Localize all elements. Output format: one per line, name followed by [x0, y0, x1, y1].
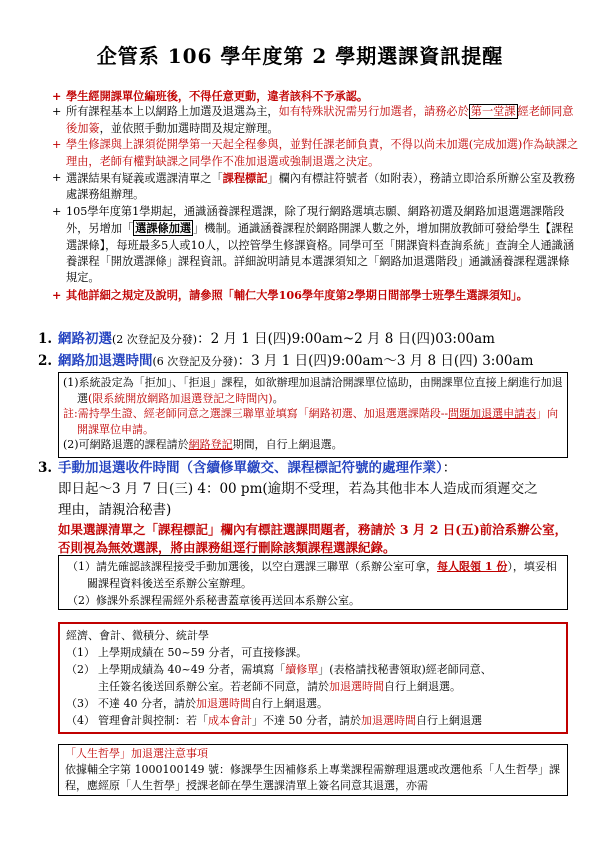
- philosophy-course-notes-box: 「人生哲學」加退選注意事項 依據輔全字第 1000100149 號：修課學生因補修系上專業課程需辦理退選或改選他系「人生哲學」課程，應經原「人生哲學」授課老師在學生選課清單上簽名同意其退選，亦需: [58, 744, 568, 796]
- prerequisite-courses-box: 經濟、會計、微積分、統計學 （1） 上學期成績在 50~59 分者，可直接修課。 （2） 上學期成績為 40~49 分者，需填寫「續修單」(表格請找秘書領取)經老師同意、 主任簽名後送回系辦公室。若老師不同意，請於加退選時間自行上網退選。 （3） 不達 40 分者，請於加退選時間自行上網退選。 （4） 管理會計與控制：若「成本會計」不達 50 分者，請於加退選時間自行上網退選: [58, 622, 568, 734]
- page-title: 企管系 106 學年度第 2 學期選課資訊提醒: [96, 44, 504, 68]
- list-item: （1） 上學期成績在 50~59 分者，可直接修課。: [66, 646, 308, 659]
- bullet-icon: +: [52, 204, 62, 218]
- bullet-icon: +: [52, 171, 62, 185]
- bullet-icon: +: [52, 89, 62, 103]
- list-item: （4） 管理會計與控制：若「成本會計」不達 50 分者，請於加退選時間自行上網退選: [66, 714, 482, 727]
- rule-item: + 選課結果有疑義或選課清單之「課程標記」欄內有標註符號者（如附表），務請立即洽系所辦公室及教務處課務組辦理。: [52, 171, 576, 202]
- rule-item: + 學生修課與上課須從開學第一天起全程參與，並對任課老師負責，不得以尚未加選(完成加選)作為缺課之理由，老師有權對缺課之同學作不准加退選或強制退選之決定。: [52, 138, 579, 168]
- rule-item: + 學生經開課單位編班後，不得任意更動，違者該科不予承認。: [52, 89, 369, 103]
- add-drop-notes-box: (1)系統設定為「拒加」、「拒退」課程，如欲辦理加退請洽開課單位協助，由開課單位直接上網進行加退選(限系統開放網路加退選登記之時間內)。 註:需持學生證、經老師同意之選課三聯單並填寫「網路初選、加退選選課階段--問題加退選申請表」向開課單位申請。 (2)可網路退選的課程請於網路登記期間，自行上網退選。: [58, 372, 568, 458]
- rules-list: [52, 88, 580, 303]
- first-class-highlight: 第一堂課: [470, 105, 516, 119]
- rule-item: + 其他詳細之規定及說明，請參照「輔仁大學106學年度第2學期日間部學士班學生選課須知」。: [52, 287, 528, 302]
- bullet-icon: +: [52, 287, 62, 302]
- bullet-icon: +: [52, 105, 62, 119]
- rule-item: + 105學年度第1學期起，通識涵養課程選課，除了現行網路選填志願、網路初選及網路加退選選課階段外，另增加「 選課條加選 」機制。通識涵養課程於網路開課人數之外，增加開放教師可發給學生【課程選課條】，每班最多5人或10人，以控管學生修課資格。同學可至「開課資料查詢系統」查詢全人通識涵養課程「開放選課條」課程資訊。詳細說明請見本選課須知之「網路加退選階段」通識涵養課程選課條規定。: [52, 204, 575, 285]
- rule-item: + 所有課程基本上以網路上加選及退選為主，如有特殊狀況需另行加選者，請務必於 第一堂課 經老師同意後加簽，並依照手動加選時間及規定辦理。: [52, 105, 574, 135]
- bullet-icon: +: [52, 138, 62, 152]
- section-initial-selection: 1. 網路初選(2 次登記及分發)：2 月 1 日(四)9:00am~2 月 8 日(四)03:00am: [38, 331, 495, 347]
- section-manual-add-drop: 3. 手動加退選收件時間（含續修單繳交、課程標記符號的處理作業）： 即日起～3 月 7 日(三) 4：00 pm(逾期不受理，若為其他非本人造成而須遲交之 理由，請親洽秘書) 如果選課清單之「課程標記」欄內有標註選課問題者，務請於 3 月 2 日(五)前洽系辦公室，否則視為無效選課，將由課務組逕行刪除該類課程選課紀錄。: [38, 460, 568, 555]
- section-add-drop-time: 2. 網路加退選時間(6 次登記及分發)：3 月 1 日(四)9:00am～3 月 8 日(四) 3:00am: [38, 353, 534, 369]
- list-item: （3） 不達 40 分者，請於加退選時間自行上網退選。: [66, 697, 328, 710]
- list-item: （2） 上學期成績為 40~49 分者，需填寫「續修單」(表格請找秘書領取)經老師同意、: [66, 663, 492, 676]
- manual-add-procedure-box: （1）請先確認該課程接受手動加選後，以空白選課三聯單（系辦公室可拿，每人限領 1 份），填妥相關課程資料後送至系辦公室辦理。 （2）修課外系課程需經外系秘書蓋章後再送回本系辦公室。: [58, 555, 568, 610]
- selection-slip-highlight: 選課條加選: [135, 221, 192, 236]
